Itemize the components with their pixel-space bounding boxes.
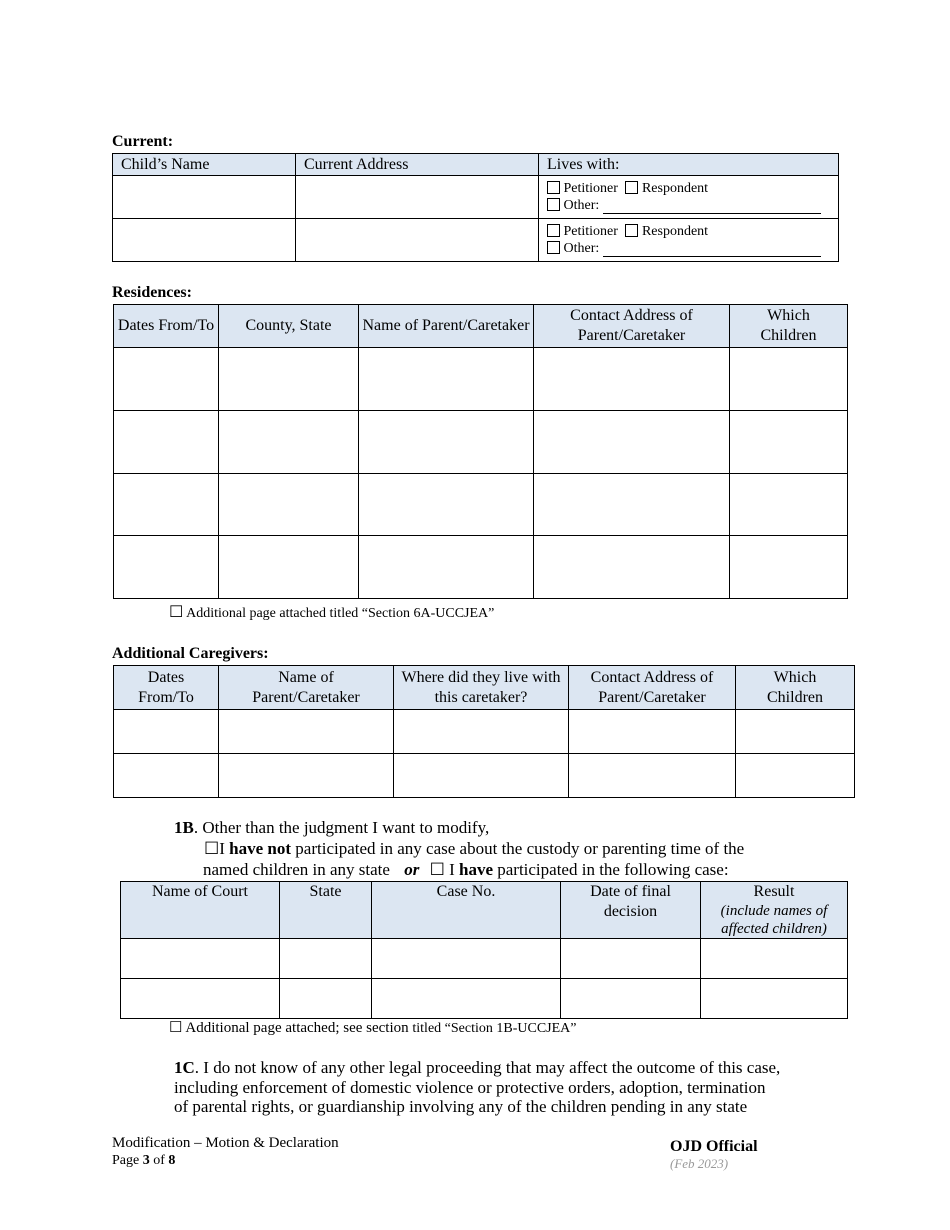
header-case-no: Case No. — [372, 882, 561, 939]
table-cell[interactable] — [219, 474, 359, 536]
table-cell[interactable] — [701, 979, 848, 1019]
table-cell[interactable] — [569, 710, 736, 754]
caregivers-table — [113, 665, 855, 798]
table-cell[interactable] — [534, 474, 730, 536]
page-of: of — [149, 1153, 169, 1168]
residences-heading: Residences: — [112, 284, 192, 301]
section-1b-rest2: named children in any state — [203, 860, 390, 879]
section-1b — [174, 817, 744, 880]
table-cell[interactable] — [372, 939, 561, 979]
table-cell[interactable] — [534, 348, 730, 411]
have-checkbox[interactable]: ☐ — [429, 860, 445, 879]
page-current: 3 — [142, 1153, 150, 1168]
table-cell[interactable] — [561, 939, 701, 979]
table-row — [114, 474, 848, 536]
table-cell[interactable] — [736, 754, 855, 798]
table-cell[interactable] — [359, 348, 534, 411]
section-1c — [174, 1058, 780, 1117]
header-parent-name: Name of Parent/Caretaker — [219, 666, 394, 710]
header-contact-address: Contact Address of Parent/Caretaker — [569, 666, 736, 710]
header-lives-with: Lives with: — [539, 154, 839, 176]
petitioner-label: Petitioner — [563, 181, 618, 196]
respondent-checkbox[interactable] — [625, 224, 638, 237]
table-cell[interactable] — [394, 710, 569, 754]
table-cell[interactable] — [114, 411, 219, 474]
cases-attached-label-b: titled “Section 1B-UCCJEA” — [412, 1021, 577, 1036]
result-note: (include names of affected children) — [720, 903, 828, 937]
table-cell[interactable] — [219, 348, 359, 411]
section-1c-number: 1C — [174, 1058, 195, 1077]
table-row — [114, 348, 848, 411]
table-cell[interactable] — [219, 710, 394, 754]
residences-attached-note — [169, 602, 494, 622]
table-row — [113, 219, 839, 262]
table-row — [114, 710, 855, 754]
table-cell[interactable] — [701, 939, 848, 979]
respondent-checkbox[interactable] — [625, 181, 638, 194]
header-county-state: County, State — [219, 305, 359, 348]
section-1b-i2: I — [444, 860, 459, 879]
or-text: or — [404, 860, 420, 879]
header-contact-address: Contact Address of Parent/Caretaker — [534, 305, 730, 348]
table-row — [121, 939, 848, 979]
caregivers-heading: Additional Caregivers: — [112, 645, 269, 662]
header-final-decision: Date of final decision — [561, 882, 701, 939]
petitioner-checkbox[interactable] — [547, 181, 560, 194]
table-cell[interactable] — [114, 536, 219, 599]
other-label: Other: — [563, 198, 600, 213]
table-cell[interactable] — [730, 536, 848, 599]
respondent-label: Respondent — [641, 181, 709, 196]
header-result — [701, 882, 848, 939]
header-state: State — [280, 882, 372, 939]
lives-with-cell — [539, 219, 839, 262]
header-which-children: Which Children — [730, 305, 848, 348]
table-row — [114, 536, 848, 599]
other-checkbox[interactable] — [547, 241, 560, 254]
other-checkbox[interactable] — [547, 198, 560, 211]
section-1b-rest1: participated in any case about the custody or parenting time of the — [291, 839, 745, 858]
table-cell[interactable] — [730, 348, 848, 411]
section-1b-rest3: participated in the following case: — [492, 860, 729, 879]
cases-attached-note — [169, 1018, 576, 1037]
table-cell[interactable] — [280, 979, 372, 1019]
header-childs-name: Child’s Name — [113, 154, 296, 176]
table-cell[interactable] — [114, 754, 219, 798]
table-cell[interactable] — [730, 411, 848, 474]
table-cell[interactable] — [121, 939, 280, 979]
other-fill-line[interactable] — [603, 201, 821, 214]
cases-table — [120, 881, 848, 1019]
section-1c-text3: of parental rights, or guardianship involving any of the children pending in any state — [174, 1097, 748, 1116]
table-row — [114, 754, 855, 798]
page-number — [112, 1152, 339, 1170]
header-where-lived: Where did they live with this caretaker? — [394, 666, 569, 710]
form-date: (Feb 2023) — [670, 1156, 729, 1171]
attached-label: Additional page attached titled “Section 6A-UCCJEA” — [186, 606, 495, 621]
section-1c-text1: . I do not know of any other legal proceeding that may affect the outcome of this case, — [194, 1058, 781, 1077]
page-label: Page — [112, 1153, 143, 1168]
attached-checkbox[interactable]: ☐ — [169, 604, 184, 621]
current-address-cell[interactable] — [296, 219, 539, 262]
table-cell[interactable] — [219, 411, 359, 474]
header-which-children: Which Children — [736, 666, 855, 710]
section-1c-text2: including enforcement of domestic violence or protective orders, adoption, termination — [174, 1077, 766, 1097]
have-not-text: have not — [229, 839, 292, 858]
other-fill-line[interactable] — [603, 244, 821, 257]
petitioner-checkbox[interactable] — [547, 224, 560, 237]
header-current-address: Current Address — [296, 154, 539, 176]
table-cell[interactable] — [736, 710, 855, 754]
header-court: Name of Court — [121, 882, 280, 939]
footer-left — [112, 1134, 339, 1170]
section-1b-i: I — [219, 839, 230, 858]
table-row — [113, 176, 839, 219]
section-1b-number: 1B — [174, 818, 194, 837]
child-name-cell[interactable] — [113, 219, 296, 262]
header-dates: Dates From/To — [114, 305, 219, 348]
table-cell[interactable] — [359, 411, 534, 474]
cases-attached-checkbox[interactable]: ☐ — [169, 1020, 183, 1036]
table-cell[interactable] — [280, 939, 372, 979]
residences-table — [113, 304, 848, 599]
table-cell[interactable] — [359, 474, 534, 536]
table-cell[interactable] — [372, 979, 561, 1019]
table-cell[interactable] — [114, 474, 219, 536]
petitioner-label: Petitioner — [563, 224, 618, 239]
table-cell[interactable] — [394, 754, 569, 798]
table-cell[interactable] — [359, 536, 534, 599]
respondent-label: Respondent — [641, 224, 709, 239]
table-cell[interactable] — [219, 536, 359, 599]
current-table — [112, 153, 839, 262]
page-total: 8 — [168, 1153, 176, 1168]
ojd-official: OJD Official — [670, 1138, 758, 1155]
header-dates: Dates From/To — [114, 666, 219, 710]
table-cell[interactable] — [534, 536, 730, 599]
section-1b-intro: . Other than the judgment I want to modify, — [193, 818, 490, 837]
table-cell[interactable] — [730, 474, 848, 536]
table-cell[interactable] — [569, 754, 736, 798]
table-row — [121, 979, 848, 1019]
table-cell[interactable] — [121, 979, 280, 1019]
current-address-cell[interactable] — [296, 176, 539, 219]
table-cell[interactable] — [114, 710, 219, 754]
table-cell[interactable] — [114, 348, 219, 411]
table-cell[interactable] — [534, 411, 730, 474]
table-cell[interactable] — [561, 979, 701, 1019]
have-text: have — [458, 860, 493, 879]
cases-attached-label-a: Additional page attached; see section — [185, 1020, 413, 1036]
table-cell[interactable] — [219, 754, 394, 798]
child-name-cell[interactable] — [113, 176, 296, 219]
header-parent-name: Name of Parent/Caretaker — [359, 305, 534, 348]
lives-with-cell — [539, 176, 839, 219]
table-row — [114, 411, 848, 474]
form-title: Modification – Motion & Declaration — [112, 1135, 339, 1151]
current-heading: Current: — [112, 133, 174, 150]
have-not-checkbox[interactable]: ☐ — [204, 839, 220, 858]
other-label: Other: — [563, 241, 600, 256]
result-label: Result — [753, 883, 795, 900]
footer-right — [670, 1137, 758, 1172]
